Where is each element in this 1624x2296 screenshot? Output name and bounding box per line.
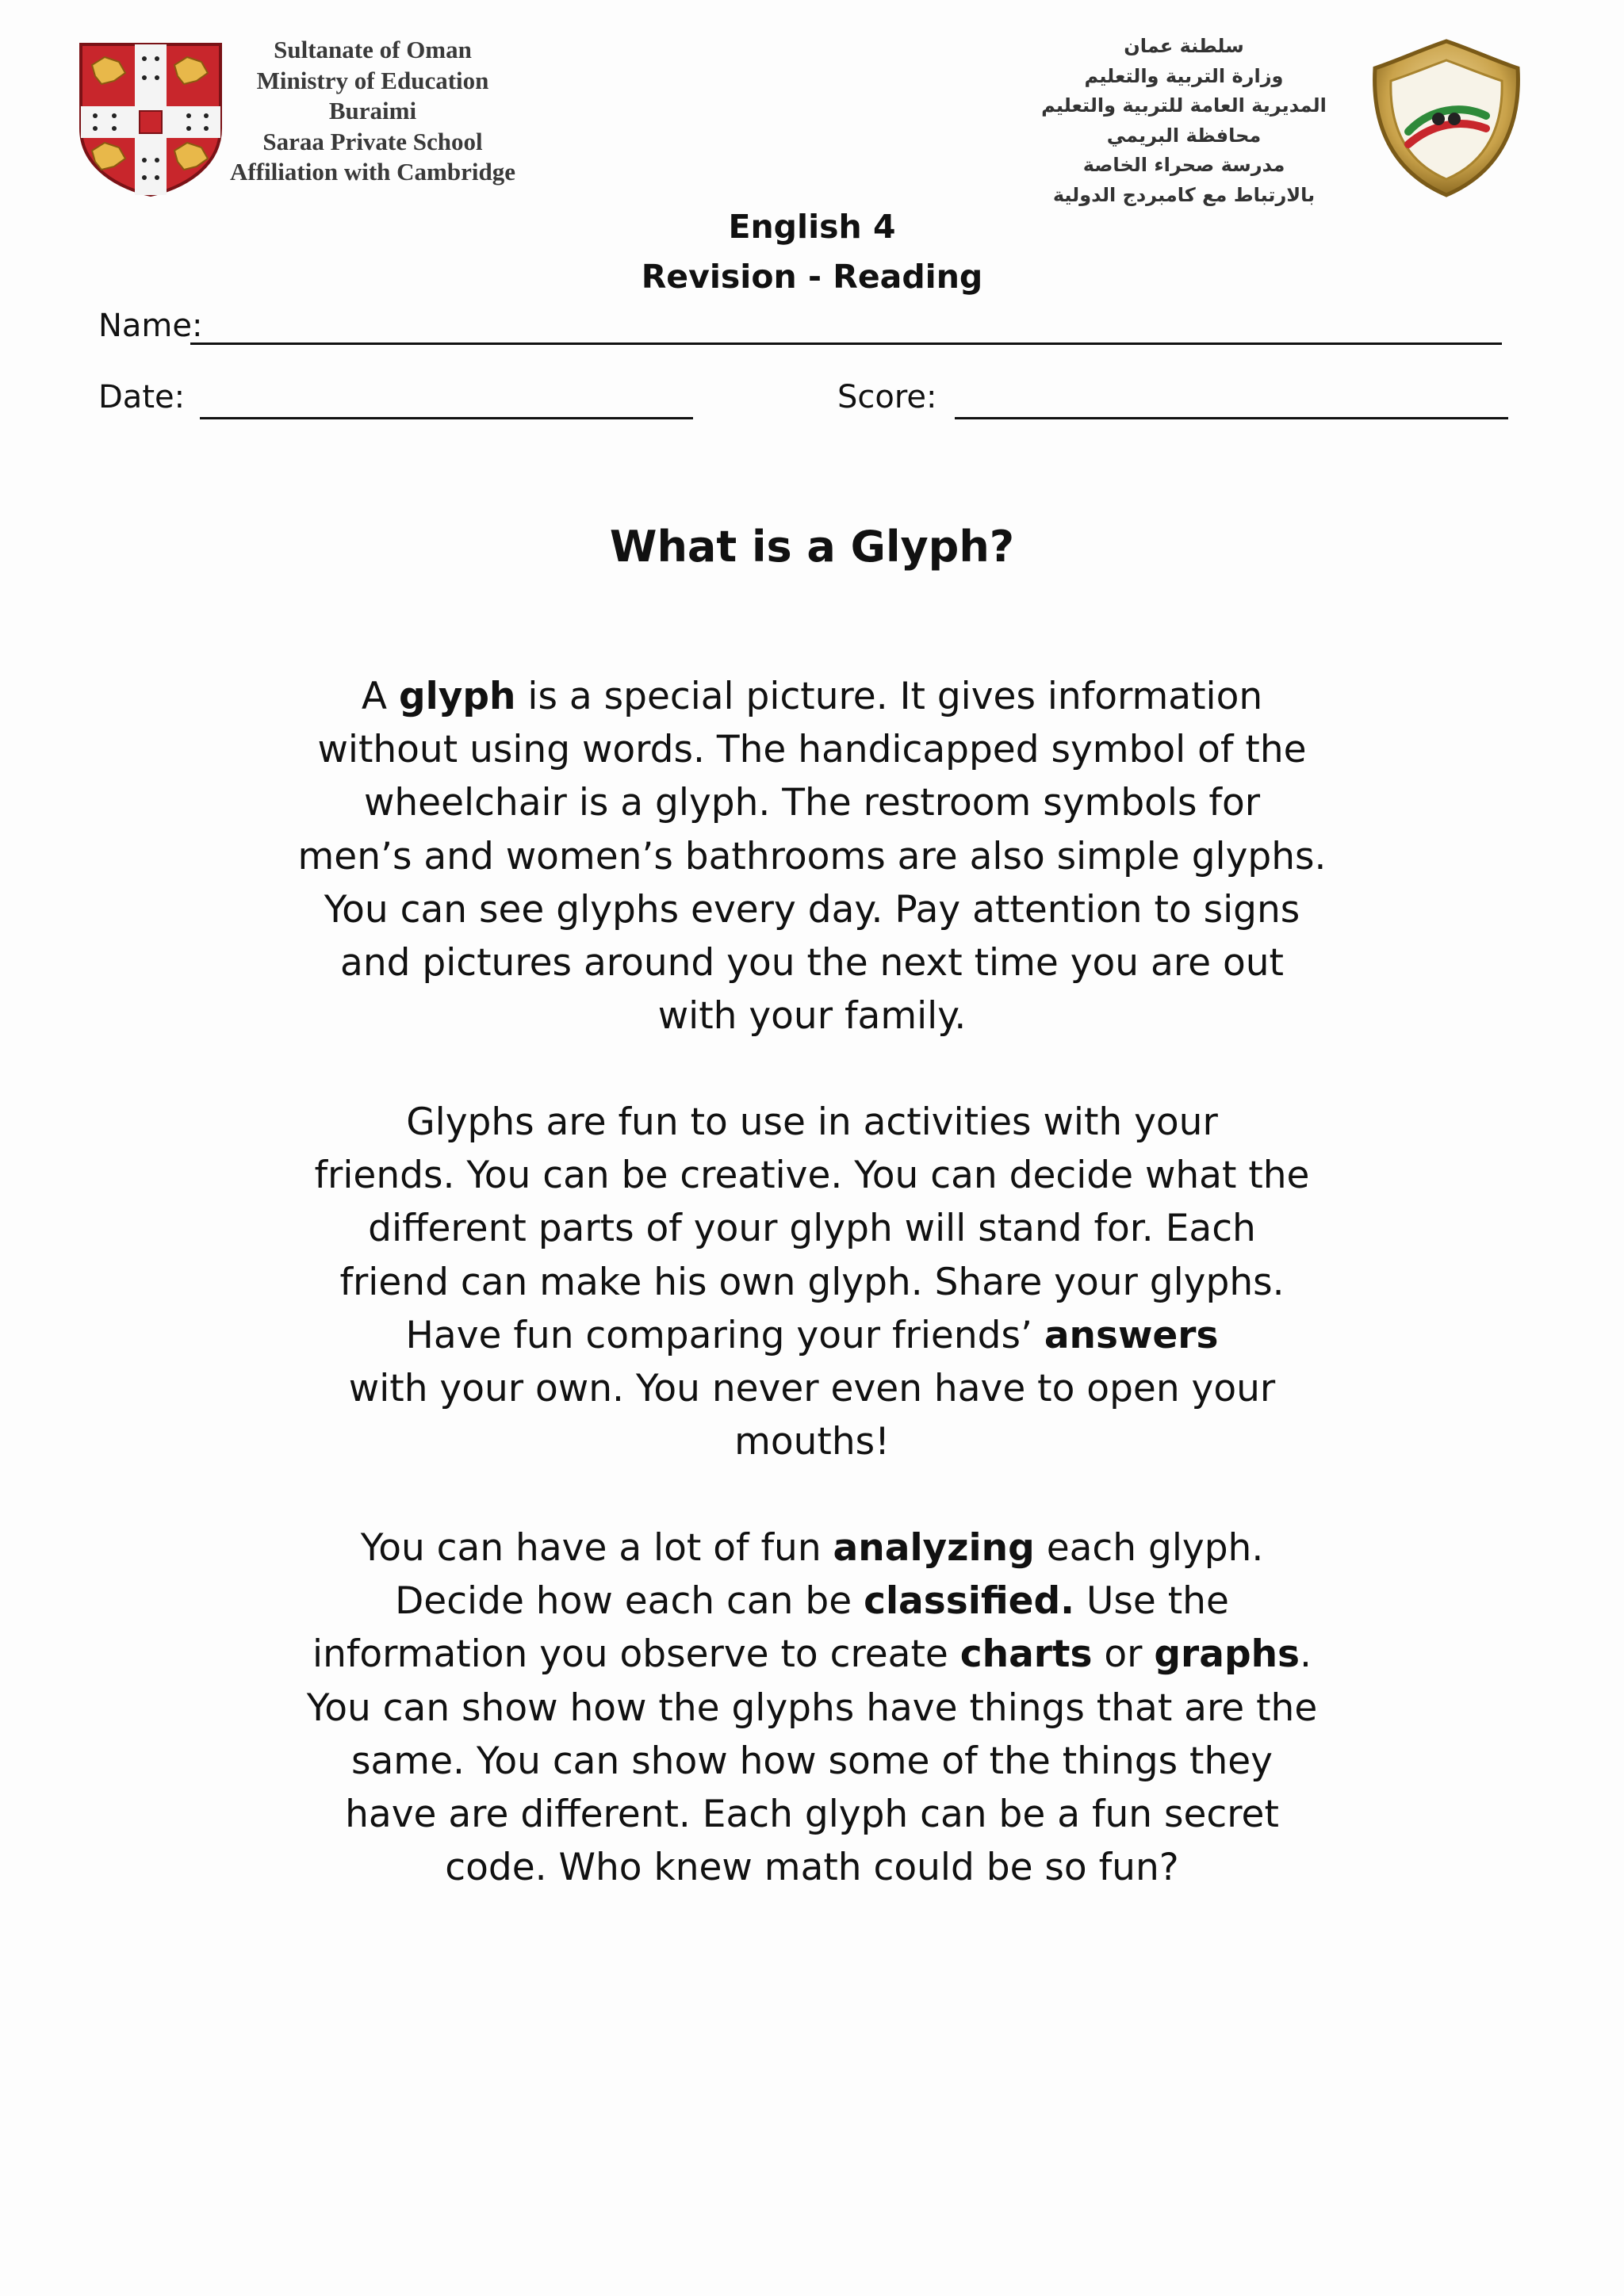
name-label: Name: <box>98 308 203 344</box>
text-line: Glyphs are fun to use in activities with your <box>406 1100 1218 1144</box>
paragraph-1 <box>297 670 1327 1043</box>
paragraph-2 <box>297 1096 1327 1468</box>
bold-word: charts <box>959 1632 1093 1677</box>
text-line: friends. You can be creative. You can decide what the <box>314 1154 1310 1198</box>
date-label: Date: <box>98 379 186 415</box>
text-line: with your family. <box>657 994 967 1039</box>
text-line: and pictures around you the next time you are out <box>340 941 1284 985</box>
header-line: Buraimi <box>328 97 417 124</box>
paragraph-3 <box>297 1521 1327 1894</box>
text-line <box>297 1309 1327 1362</box>
school-header-english <box>214 35 531 188</box>
school-badge-icon <box>1359 36 1534 200</box>
text-span: is a special picture. It gives information <box>515 675 1263 718</box>
unit-title: Revision - Reading <box>641 258 983 296</box>
header-line: Affiliation with Cambridge <box>230 158 515 186</box>
header-line: بالارتباط مع كامبردج الدولية <box>1052 183 1316 206</box>
text-span: Use the <box>1074 1579 1229 1624</box>
text-span: You can have a lot of fun <box>360 1526 833 1570</box>
school-header-arabic <box>1013 32 1354 210</box>
name-field[interactable] <box>190 342 1502 345</box>
text-line <box>297 1628 1327 1681</box>
header-line: Saraa Private School <box>262 127 483 155</box>
bold-word: graphs <box>1154 1632 1300 1677</box>
text-line: You can see glyphs every day. Pay attention to signs <box>324 887 1300 932</box>
header-line: وزارة التربية والتعليم <box>1084 64 1284 87</box>
header-line: المديرية العامة للتربية والتعليم <box>1041 94 1327 117</box>
text-span: Have fun comparing your friends’ <box>405 1313 1044 1357</box>
text-span: . <box>1300 1632 1312 1677</box>
text-line: code. Who knew math could be so fun? <box>445 1846 1179 1890</box>
date-field[interactable] <box>200 417 693 419</box>
text-span: or <box>1092 1632 1155 1677</box>
text-line: with your own. You never even have to open your <box>348 1367 1276 1411</box>
header-line: محافظة البريمي <box>1106 124 1262 147</box>
text-span: each glyph. <box>1034 1526 1264 1570</box>
subject-title: English 4 <box>728 208 896 246</box>
article-title: What is a Glyph? <box>609 522 1015 572</box>
score-label: Score: <box>837 379 937 415</box>
bold-word: classified. <box>864 1579 1075 1624</box>
text-line <box>297 1575 1327 1628</box>
text-line: mouths! <box>734 1420 890 1464</box>
bold-word: analyzing <box>833 1526 1035 1570</box>
text-line: have are different. Each glyph can be a fun secret <box>345 1793 1279 1837</box>
text-span: information you observe to create <box>312 1632 960 1677</box>
text-span: Decide how each can be <box>395 1579 864 1624</box>
score-field[interactable] <box>955 417 1508 419</box>
text-line: without using words. The handicapped symbol of the <box>317 728 1307 772</box>
text-line: friend can make his own glyph. Share your glyphs. <box>339 1260 1285 1304</box>
bold-word: glyph <box>398 675 516 718</box>
text-span: A <box>361 675 399 718</box>
header-line: Sultanate of Oman <box>274 36 472 63</box>
text-line: men’s and women’s bathrooms are also simple glyphs. <box>297 834 1327 878</box>
text-line: wheelchair is a glyph. The restroom symbols for <box>363 781 1261 825</box>
text-line <box>297 1521 1327 1575</box>
header-line: مدرسة صحراء الخاصة <box>1082 154 1285 176</box>
header-line: Ministry of Education <box>256 66 489 94</box>
header-line: سلطنة عمان <box>1124 35 1244 57</box>
text-line: different parts of your glyph will stand for. Each <box>368 1207 1256 1251</box>
cambridge-crest-icon <box>78 41 224 197</box>
bold-word: answers <box>1044 1313 1219 1357</box>
text-line <box>297 670 1327 723</box>
text-line: same. You can show how some of the things they <box>351 1739 1273 1783</box>
text-line: You can show how the glyphs have things that are the <box>306 1686 1318 1730</box>
